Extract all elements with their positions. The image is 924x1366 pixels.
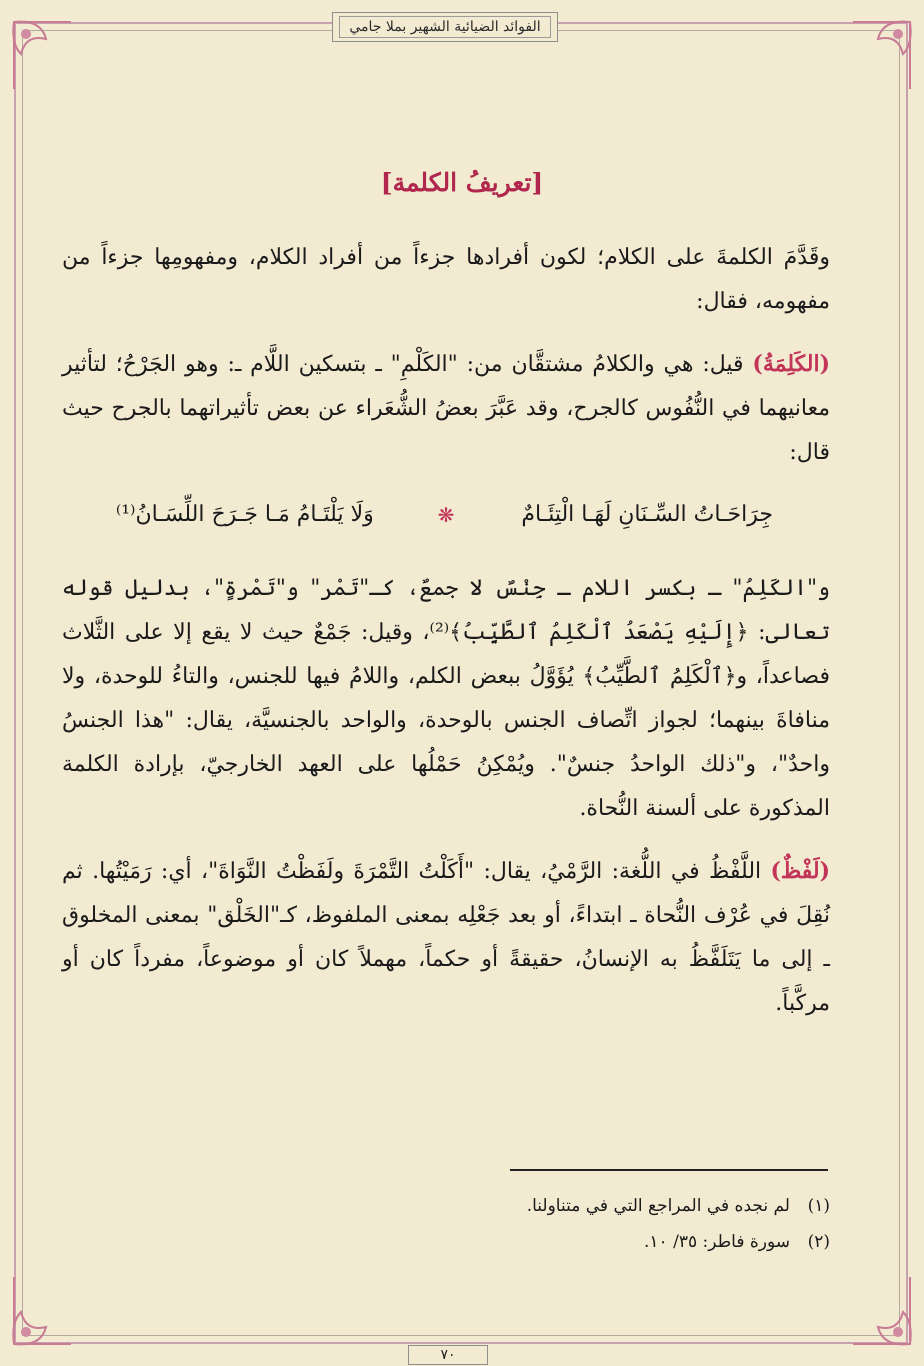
defined-term: (الكَلِمَةُ) (752, 351, 830, 377)
footnote-divider (510, 1169, 828, 1171)
running-header (332, 12, 558, 42)
page-number: ٧٠ (408, 1345, 488, 1365)
footnote-text: سورة فاطر: ٣٥/ ١٠. (644, 1232, 790, 1252)
paragraph-text: قيل: هي والكلامُ مشتقَّان من: "الكَلْمِ" ـ بتسكين اللَّام ـ: وهو الجَرْحُ؛ لتأثير معانيهما في النُّفُوس كالجرح، وقد عَبَّرَ بعضُ الشُّعَراء عن بعض تأثيراتهما بالجرح حيث قال: (62, 352, 830, 465)
poetry-verse (62, 493, 830, 537)
corner-ornament-icon (6, 1272, 76, 1352)
footnote-number: (١) (807, 1196, 830, 1216)
section-title: [تعريفُ الكلمة] (380, 168, 544, 197)
corner-ornament-icon (6, 14, 76, 94)
defined-term: (لَفْظٌ) (770, 858, 830, 884)
footnote-number: (٢) (807, 1232, 830, 1252)
verse-second-hemistich: وَلَا يَلْتَـامُ مَـا جَـرَحَ اللِّسَـانُ⁽¹⁾ (115, 502, 374, 527)
corner-ornament-icon (848, 1272, 918, 1352)
paragraph: و"الكَلِمُ" ـ بكسر اللام ـ جِنْسٌ لا جمعٌ، كـ"تَمْر" و"تَمْرةٍ"، بدليل قوله تعالى: ﴿إِلَيْهِ يَصْعَدُ ٱلْكَلِمُ ٱلطَّيِّبُ﴾⁽²⁾، وقيل: جَمْعٌ حيث لا يقع إلا على الثَّلاث فصاعداً، و﴿ٱلْكَلِمُ ٱلطَّيِّبُ﴾ يُؤَوَّلُ ببعض الكلم، واللامُ فيها للجنس، والتاءُ للوحدة، ولا منافاةَ بينهما؛ لجواز اتِّصاف الجنس بالوحدة، والواحد بالجنسيَّة، يقال: "هذا الجنسُ واحدٌ"، و"ذلك الواحدُ جنسٌ". ويُمْكِنُ حَمْلُها على العهد الخارجيّ، بإرادة الكلمة المذكورة على ألسنة النُّحاة. (62, 576, 830, 821)
footnote (62, 1224, 830, 1260)
footnotes (62, 1188, 830, 1260)
running-header-title: الفوائد الضيائية الشهير بملا جامي (339, 16, 551, 38)
main-text (62, 236, 830, 1044)
paragraph-text: اللَّفْظُ في اللُّغة: الرَّمْيُ، يقال: "أَكَلْتُ التَّمْرَةَ ولَفَظْتُ النَّوَاةَ"، أي: رَمَيْتُها. ثم نُقِلَ في عُرْف النُّحاة ـ ابتداءً، أو بعد جَعْلِه بمعنى الملفوظ، كـ"الخَلْق" بمعنى المخلوق ـ إلى ما يَتَلَفَّظُ به الإنسانُ، حقيقةً أو حكماً، مهملاً كان أو موضوعاً، مفرداً كان أو مركَّباً. (62, 859, 830, 1016)
paragraph (62, 849, 830, 1026)
corner-ornament-icon (848, 14, 918, 94)
paragraph: وقَدَّمَ الكلمةَ على الكلام؛ لكون أفرادها جزءاً من أفراد الكلام، ومفهومِها جزءاً من مفهومه، فقال: (62, 245, 830, 314)
verse-separator-icon: ❋ (437, 503, 455, 527)
footnote (62, 1188, 830, 1224)
paragraph (62, 342, 830, 475)
verse-first-hemistich: جِرَاحَـاتُ السِّـنَانِ لَهَـا الْتِئَـامٌ (521, 502, 773, 527)
footnote-text: لم نجده في المراجع التي في متناولنا. (526, 1196, 790, 1216)
